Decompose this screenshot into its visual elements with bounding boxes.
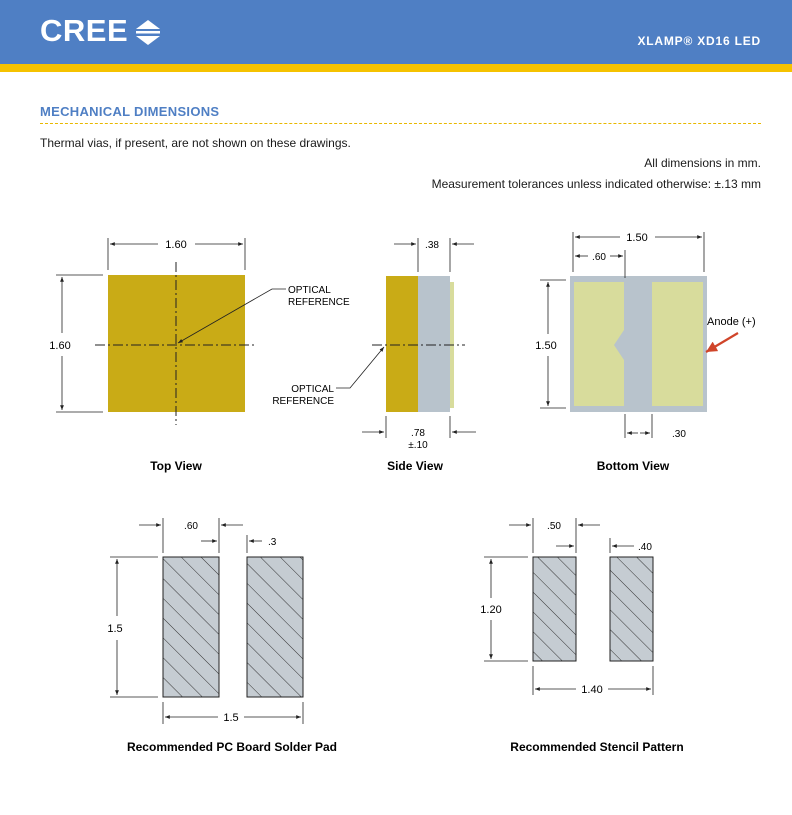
stencil-aperture-left: [533, 557, 576, 661]
section-title: MECHANICAL DIMENSIONS: [40, 104, 220, 119]
top-view-optical-ref-line2: REFERENCE: [288, 297, 350, 308]
solder-pad-height-label: 1.5: [107, 623, 123, 635]
product-name: XLAMP® XD16 LED: [637, 34, 761, 48]
side-view: [272, 238, 476, 473]
side-view-top-dim-label: .38: [425, 240, 439, 251]
stencil-caption: Recommended Stencil Pattern: [510, 740, 684, 754]
solder-pad-left: [163, 557, 219, 697]
solder-pad-caption: Recommended PC Board Solder Pad: [126, 740, 338, 754]
solder-pad-width-label: .60: [184, 521, 198, 532]
cree-logo: CREE: [40, 13, 129, 48]
solder-pad-drawing: [107, 518, 337, 754]
side-view-optical-ref-line1: OPTICAL: [291, 384, 334, 395]
solder-pad-right: [247, 557, 303, 697]
bottom-view-gap-label: .30: [672, 429, 686, 440]
stencil-width-label: .50: [547, 521, 561, 532]
stencil-gap-label: .40: [638, 542, 652, 553]
units-note: All dimensions in mm.: [644, 156, 761, 170]
top-view-height-label: 1.60: [49, 340, 71, 352]
stencil-aperture-right: [610, 557, 653, 661]
side-view-bottom-dim-label: .78: [411, 428, 425, 439]
stencil-height-label: 1.20: [480, 604, 502, 616]
bottom-view-anode-label: Anode (+): [707, 316, 756, 328]
bottom-view-pad-width-label: .60: [592, 252, 606, 263]
side-view-lens: [418, 276, 450, 412]
side-view-body: [386, 276, 418, 412]
thermal-via-note: Thermal vias, if present, are not shown on these drawings.: [40, 136, 351, 150]
side-view-bottom-tol-label: ±.10: [408, 440, 428, 451]
bottom-view: [535, 232, 755, 473]
bottom-view-height-label: 1.50: [535, 340, 557, 352]
tolerance-note: Measurement tolerances unless indicated otherwise: ±.13 mm: [431, 177, 761, 191]
top-view: [49, 238, 350, 473]
bottom-view-width-label: 1.50: [626, 232, 648, 244]
top-view-caption: Top View: [150, 459, 202, 473]
stencil-drawing: [480, 518, 683, 754]
bottom-view-anode-pad: [652, 282, 703, 406]
solder-pad-gap-label: .3: [268, 537, 277, 548]
bottom-view-caption: Bottom View: [596, 459, 670, 473]
stencil-total-width-label: 1.40: [581, 684, 603, 696]
anode-pointer-icon: [706, 333, 738, 352]
side-view-optical-ref-line2: REFERENCE: [272, 396, 334, 407]
top-view-optical-ref-line1: OPTICAL: [288, 285, 331, 296]
side-view-caption: Side View: [387, 459, 443, 473]
top-view-width-label: 1.60: [165, 239, 187, 251]
solder-pad-total-width-label: 1.5: [223, 712, 239, 724]
